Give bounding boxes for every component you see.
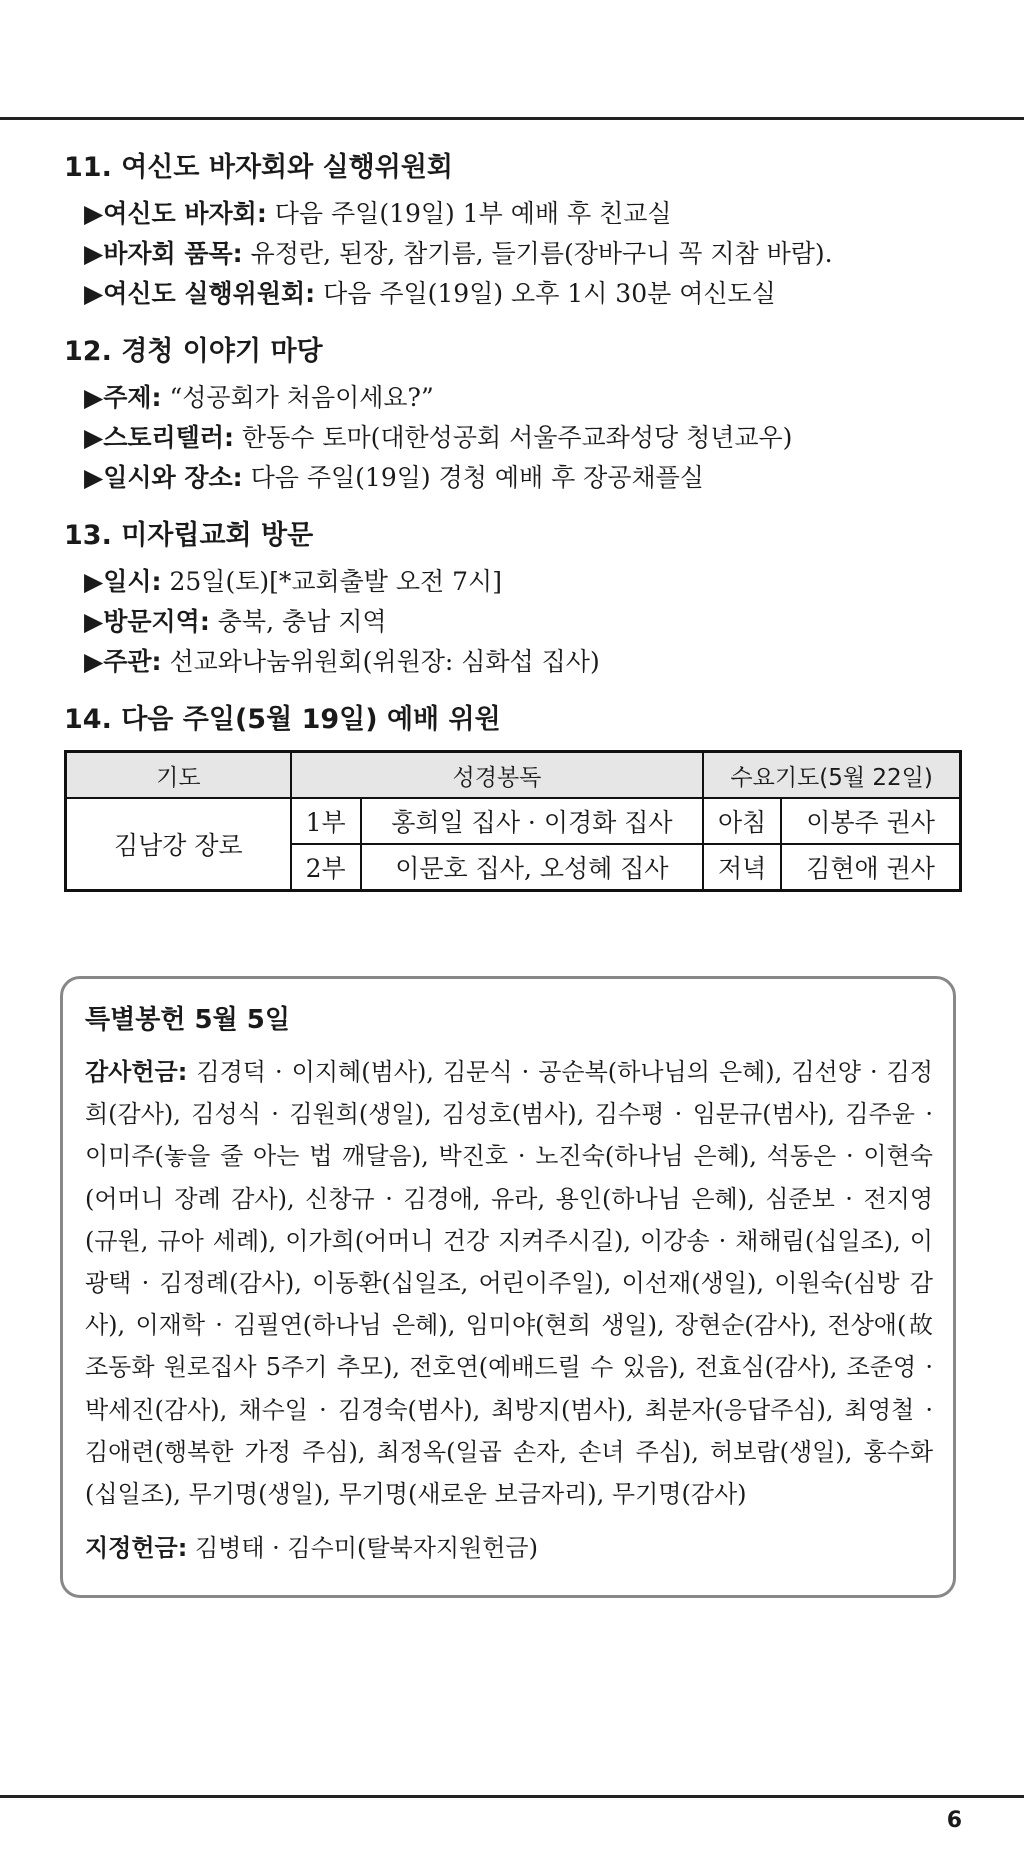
item-label: ▶주관: [84,647,162,676]
announcements [64,148,964,910]
item-text: 다음 주일(19일) 경청 예배 후 장공채플실 [242,463,704,492]
item-label: ▶방문지역: [84,607,210,636]
prayer-name: 김남강 장로 [66,798,291,891]
section-visit [64,516,964,682]
section-title: 14. 다음 주일(5월 19일) 예배 위원 [64,704,501,735]
header-wednesday: 수요기도(5월 22일) [703,752,960,799]
section-bazaar [64,148,964,314]
part-cell: 1부 [291,798,361,844]
item-label: ▶일시와 장소: [84,463,243,492]
time-cell: 아침 [703,798,781,844]
offering-box [60,976,956,1598]
readers-cell: 이문호 집사, 오성혜 집사 [361,844,704,891]
time-cell: 저녁 [703,844,781,891]
item-label: ▶주제: [84,383,162,412]
list-item [64,194,964,234]
section-title: 12. 경청 이야기 마당 [64,336,323,367]
list-item [64,378,964,418]
leader-cell: 김현애 권사 [781,844,960,891]
designated-label: 지정헌금: [85,1534,188,1563]
item-text: “성공회가 처음이세요?” [161,383,434,412]
item-text: 한동수 토마(대한성공회 서울주교좌성당 청년교우) [233,423,793,452]
thanks-label: 감사헌금: [85,1058,188,1086]
leader-cell: 이봉주 권사 [781,798,960,844]
item-text: 충북, 충남 지역 [209,607,387,636]
item-label: ▶바자회 품목: [84,239,243,268]
item-label: ▶여신도 바자회: [84,199,267,228]
table-row [66,798,961,844]
item-label: ▶스토리텔러: [84,423,234,452]
section-worship [64,700,964,892]
bottom-rule [0,1795,1024,1798]
readers-cell: 홍희일 집사 · 이경화 집사 [361,798,704,844]
top-rule [0,117,1024,120]
designated-offering [85,1527,933,1569]
thanks-text: 김경덕 · 이지혜(범사), 김문식 · 공순복(하나님의 은혜), 김선양 · 김정희(감사), 김성식 · 김원희(생일), 김성호(범사), 김수평 · 임문규(범사), 김주윤 · 이미주(놓을 줄 아는 법 깨달음), 박진호 · 노진숙(하나님 은혜), 석동은 · 이현숙(어머니 장례 감사), 신창규 · 김경애, 유라, 용인(하나님 은혜), 심준보 · 전지영(규원, 규아 세례), 이가희(어머니 건강 지켜주시길), 이강송 · 채해림(십일조), 이광택 · 김정례(감사), 이동환(십일조, 어린이주일), 이선재(생일), 이원숙(심방 감사), 이재학 · 김필연(하나님 은혜), 임미야(현희 생일), 장현순(감사), 전상애(故 조동화 원로집사 5주기 추모), 전호연(예배드릴 수 있음), 전효심(감사), 조준영 · 박세진(감사), 채수일 · 김경숙(범사), 최방지(범사), 최분자(응답주심), 최영철 · 김애련(행복한 가정 주심), 최정옥(일곱 손자, 손녀 주심), 허보람(생일), 홍수화(십일조), 무기명(생일), 무기명(새로운 보금자리), 무기명(감사) [85,1058,933,1509]
item-label: ▶일시: [84,567,162,596]
thanks-offering [85,1051,933,1515]
list-item [64,562,964,602]
list-item [64,642,964,682]
header-reading: 성경봉독 [291,752,704,799]
item-label: ▶여신도 실행위원회: [84,279,316,308]
list-item [64,458,964,498]
offering-title: 특별봉헌 5월 5일 [85,1005,290,1035]
header-prayer: 기도 [66,752,291,799]
list-item [64,418,964,458]
designated-text: 김병태 · 김수미(탈북자지원헌금) [187,1534,538,1563]
worship-table [64,750,962,892]
item-text: 다음 주일(19일) 오후 1시 30분 여신도실 [315,279,776,308]
section-story [64,332,964,498]
table-header-row [66,752,961,799]
list-item [64,274,964,314]
part-cell: 2부 [291,844,361,891]
list-item [64,602,964,642]
section-title: 13. 미자립교회 방문 [64,520,314,551]
list-item [64,234,964,274]
page-number: 6 [946,1808,962,1833]
section-title: 11. 여신도 바자회와 실행위원회 [64,152,454,183]
item-text: 유정란, 된장, 참기름, 들기름(장바구니 꼭 지참 바람). [242,239,833,268]
item-text: 선교와나눔위원회(위원장: 심화섭 집사) [161,647,600,676]
item-text: 25일(토)[*교회출발 오전 7시] [161,567,502,596]
item-text: 다음 주일(19일) 1부 예배 후 친교실 [266,199,672,228]
